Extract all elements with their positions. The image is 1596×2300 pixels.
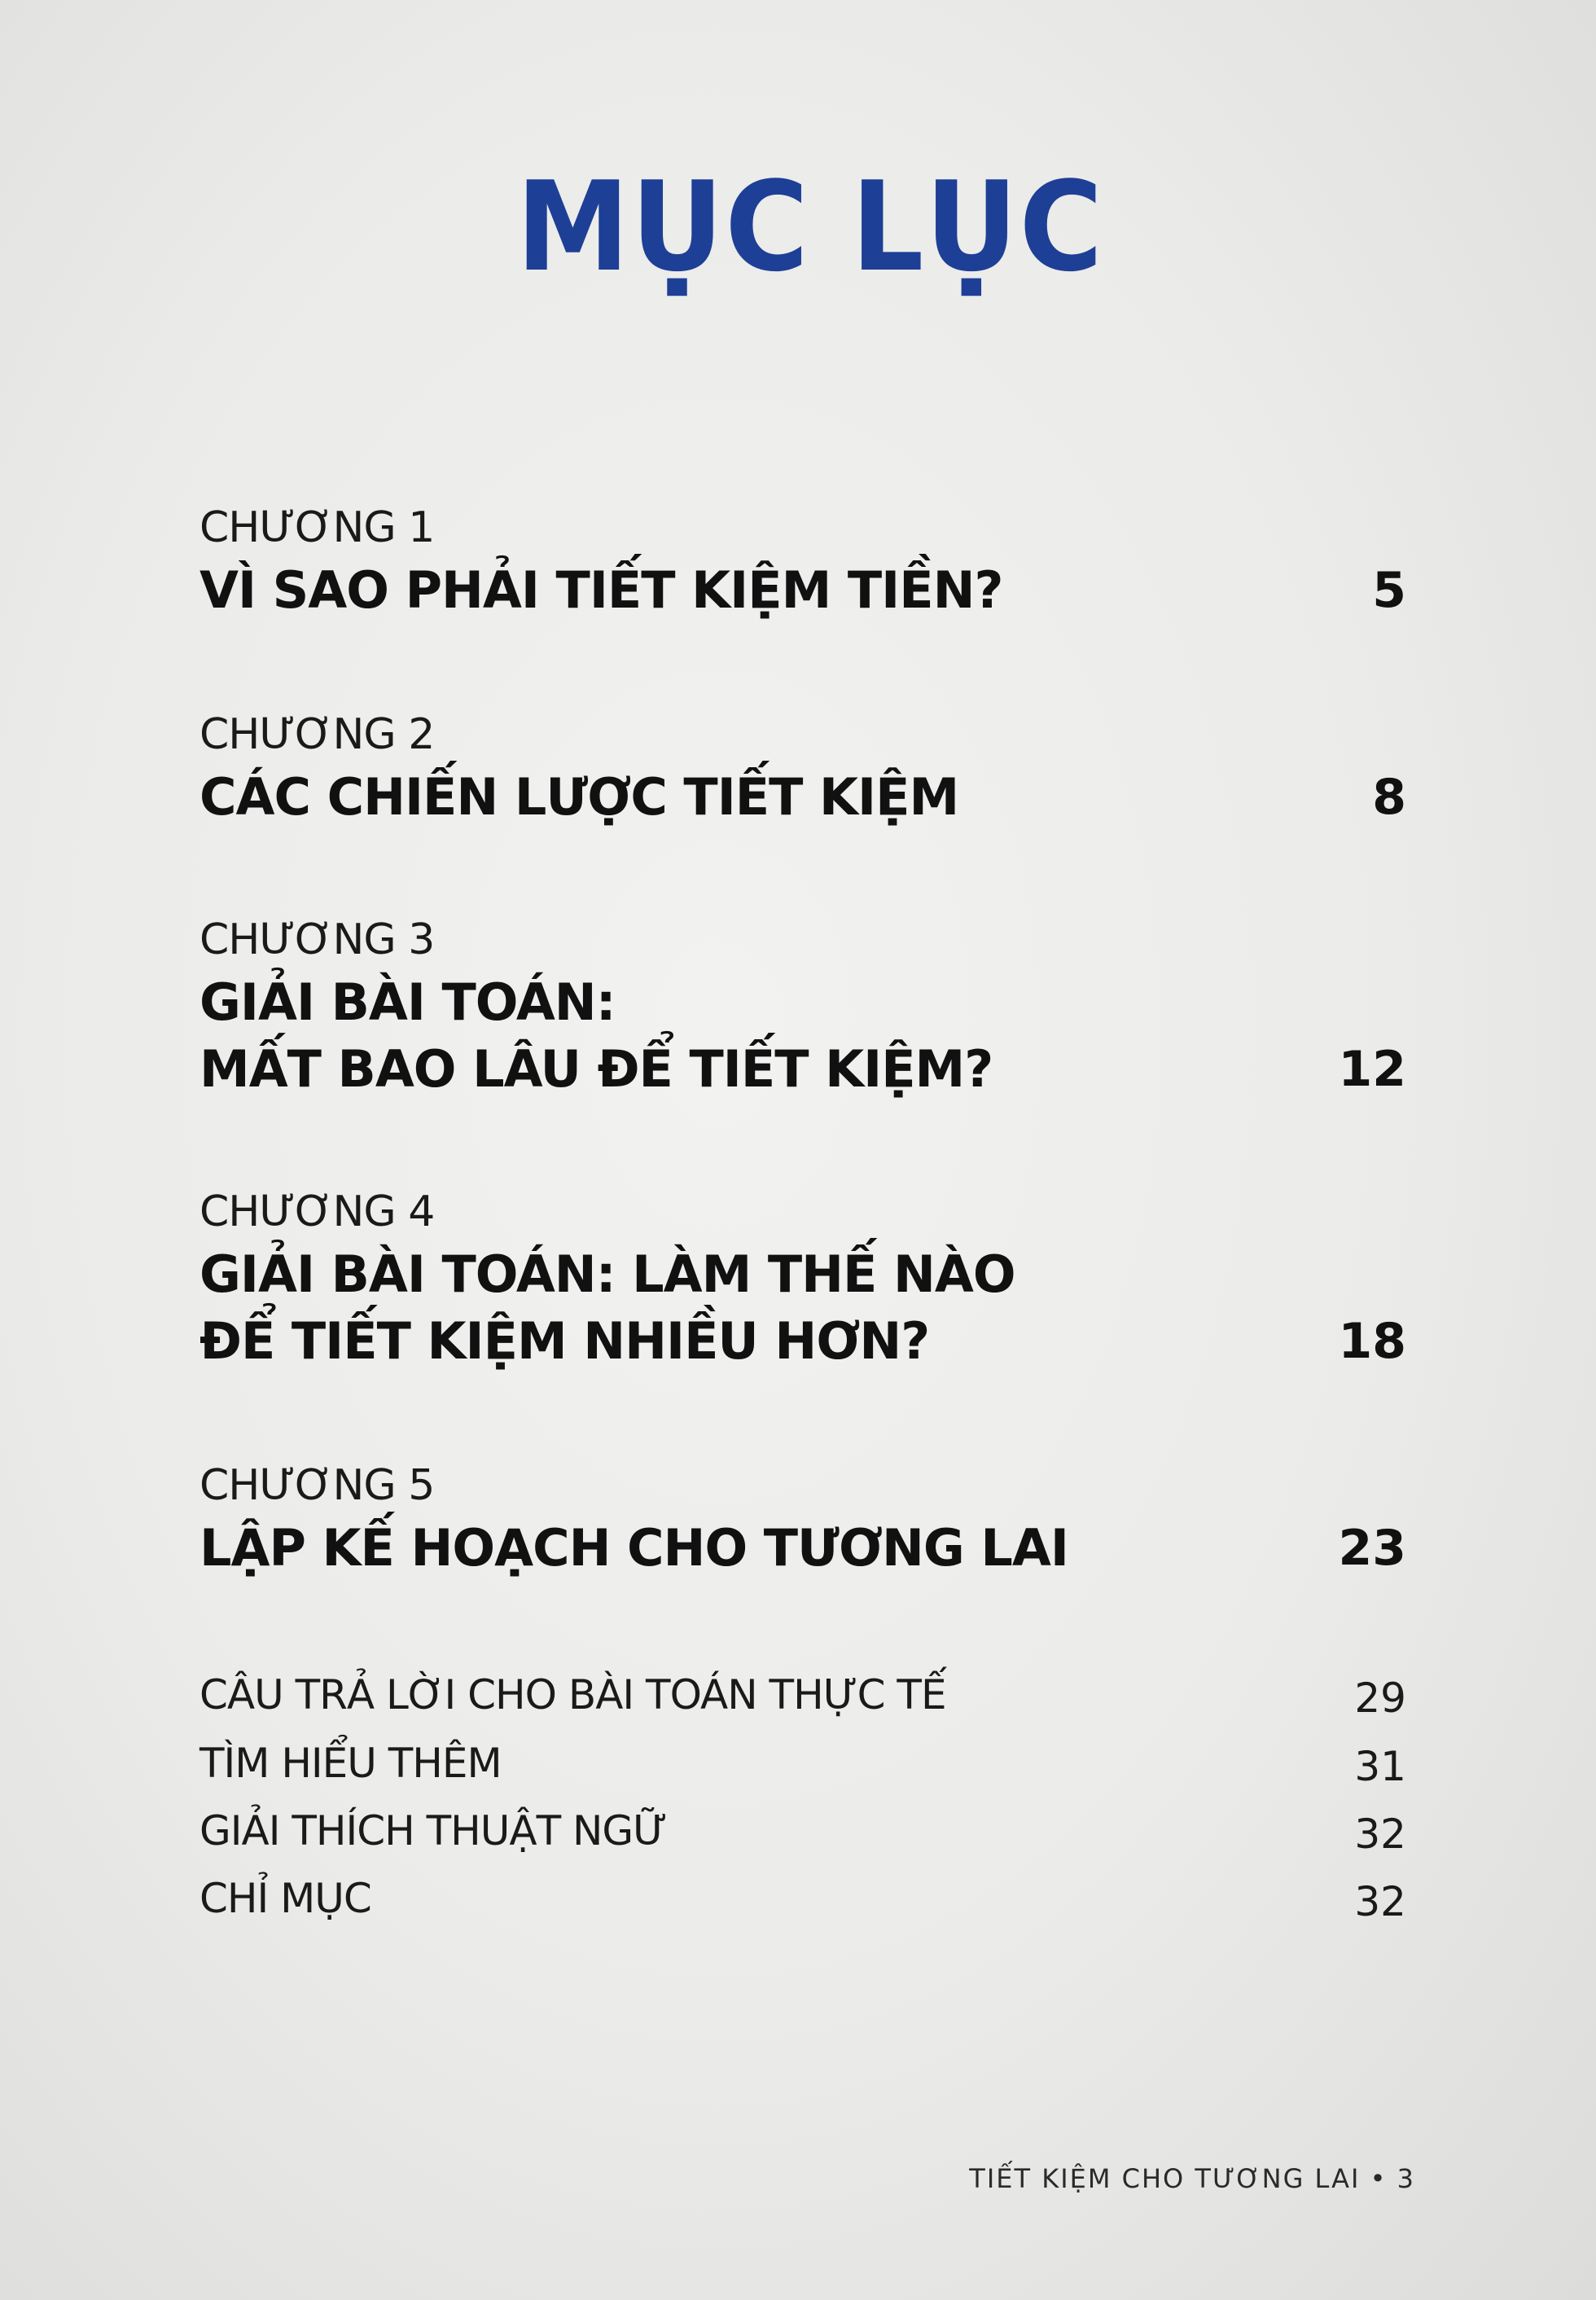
toc-item-label: CÂU TRẢ LỜI CHO BÀI TOÁN THỰC TẾ [200,1671,946,1718]
chapter-title-line-1: GIẢI BÀI TOÁN: [200,972,616,1032]
page-footer: TIẾT KIỆM CHO TƯƠNG LAI • 3 [969,2163,1415,2194]
toc-item-answers[interactable] [200,1666,1406,1732]
toc-chapter-3[interactable] [200,915,1406,1103]
chapter-title: CÁC CHIẾN LƯỢC TIẾT KIỆM [200,767,959,827]
chapter-title-line-2: ĐỂ TIẾT KIỆM NHIỀU HƠN? [200,1311,930,1371]
chapter-title-line-2: MẤT BAO LÂU ĐỂ TIẾT KIỆM? [200,1039,993,1099]
toc-item-glossary[interactable] [200,1802,1406,1868]
toc-item-label: TÌM HIỂU THÊM [200,1740,502,1787]
chapter-page-number: 23 [1338,1520,1406,1577]
chapter-title-line-1: GIẢI BÀI TOÁN: LÀM THẾ NÀO [200,1244,1015,1304]
toc-chapter-1[interactable] [200,503,1406,624]
toc-chapter-5[interactable] [200,1461,1406,1582]
chapter-label: CHƯƠNG 1 [200,503,435,552]
toc-item-label: CHỈ MỤC [200,1875,371,1922]
toc-item-page-number: 31 [1354,1743,1406,1790]
chapter-title: LẬP KẾ HOẠCH CHO TƯƠNG LAI [200,1518,1068,1578]
chapter-label: CHƯƠNG 3 [200,915,435,964]
chapter-title [200,969,1217,1103]
toc-item-page-number: 32 [1354,1811,1406,1858]
toc-chapter-2[interactable] [200,710,1406,831]
chapter-page-number: 5 [1372,562,1406,619]
chapter-label: CHƯƠNG 5 [200,1461,435,1510]
toc-item-index[interactable] [200,1870,1406,1935]
chapter-title: VÌ SAO PHẢI TIẾT KIỆM TIỀN? [200,560,1003,620]
toc-item-label: GIẢI THÍCH THUẬT NGỮ [200,1807,668,1854]
chapter-label: CHƯƠNG 2 [200,710,435,759]
chapter-page-number: 18 [1338,1313,1406,1370]
chapter-page-number: 12 [1338,1041,1406,1098]
chapter-title [200,1241,1217,1375]
chapter-label: CHƯƠNG 4 [200,1187,435,1236]
chapter-page-number: 8 [1372,769,1406,826]
toc-item-learn-more[interactable] [200,1735,1406,1800]
toc-item-page-number: 32 [1354,1878,1406,1925]
toc-item-page-number: 29 [1354,1675,1406,1722]
toc-chapter-4[interactable] [200,1187,1406,1375]
page-title: MỤC LỤC [515,155,1105,299]
